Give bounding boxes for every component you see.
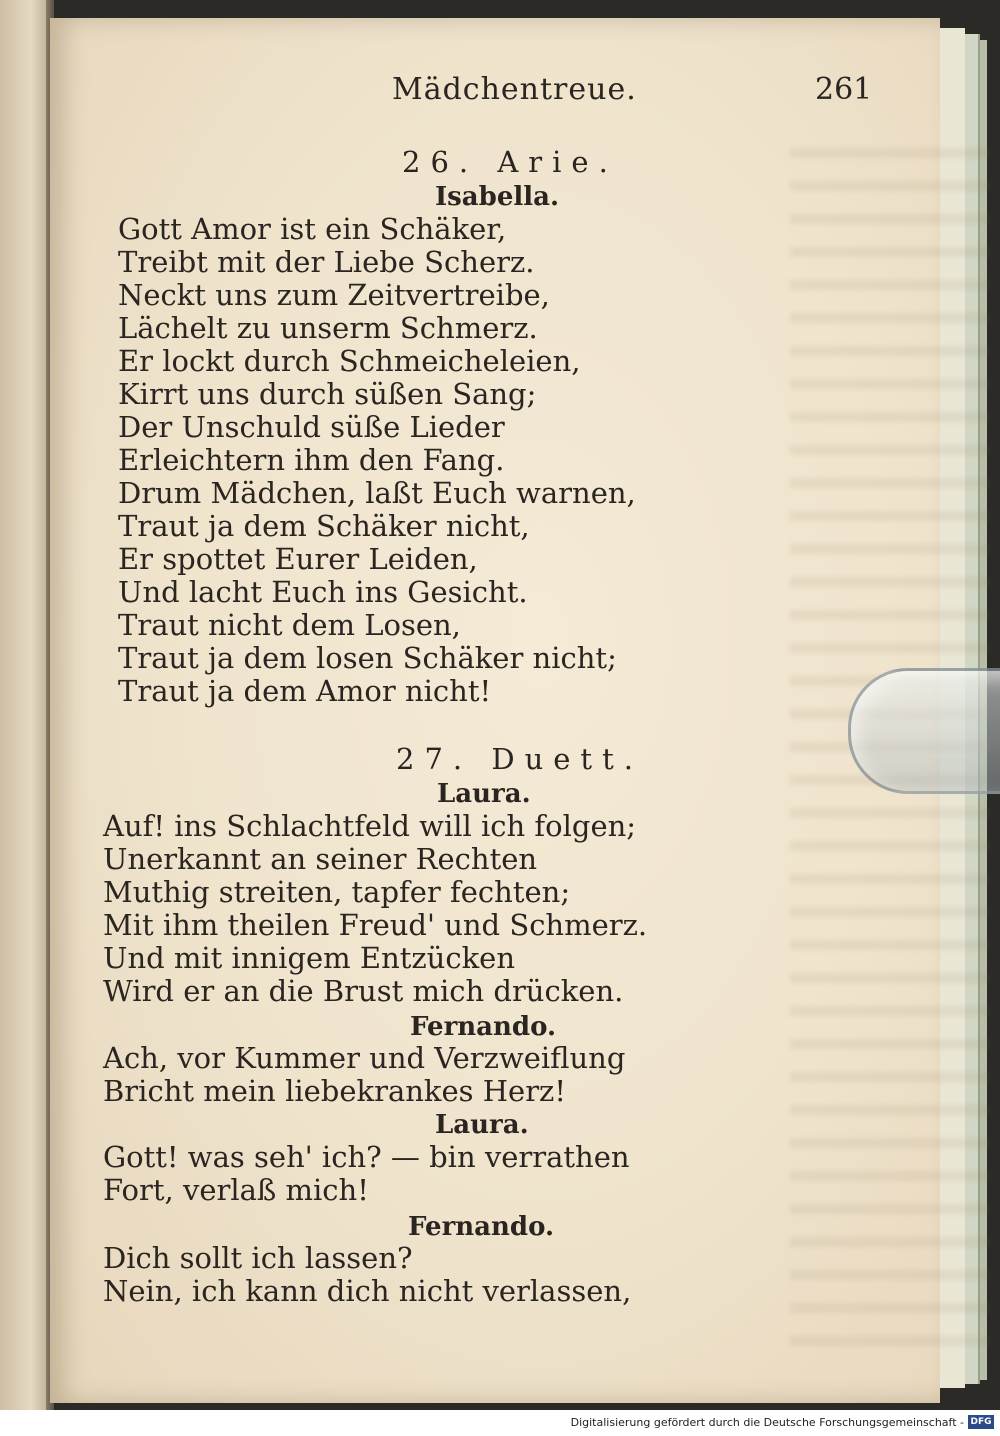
section-heading: 27. Duett. [396,742,643,776]
verse-line: Ach, vor Kummer und Verzweiflung [103,1041,626,1075]
speaker-name: Laura. [437,779,531,809]
section-heading: 26. Arie. [402,145,618,179]
verse-line: Dich sollt ich lassen? [103,1241,413,1275]
verse-line: Traut ja dem Amor nicht! [118,674,492,708]
verse-line: Er lockt durch Schmeicheleien, [118,344,581,378]
verse-line: Traut nicht dem Losen, [118,608,461,642]
verse-line: Gott! was seh' ich? — bin verrathen [103,1140,630,1174]
speaker-name: Laura. [435,1110,529,1140]
verse-line: Fort, verlaß mich! [103,1173,369,1207]
verse-line: Und mit innigem Entzücken [103,941,516,975]
verse-line: Traut ja dem Schäker nicht, [118,509,530,543]
verse-line: Nein, ich kann dich nicht verlassen, [103,1274,632,1308]
verse-line: Und lacht Euch ins Gesicht. [118,575,528,609]
digitization-footer [0,1410,1000,1436]
verse-line: Wird er an die Brust mich drücken. [103,974,624,1008]
speaker-name: Isabella. [435,182,560,212]
verse-line: Der Unschuld süße Lieder [118,410,505,444]
verse-line: Bricht mein liebekrankes Herz! [103,1074,566,1108]
verse-line: Treibt mit der Liebe Scherz. [118,245,535,279]
dfg-logo: DFG [968,1415,994,1429]
glass-page-weight [848,668,1000,794]
previous-page-edge [0,0,52,1410]
verse-line: Auf! ins Schlachtfeld will ich folgen; [103,809,637,843]
page-number: 261 [815,72,873,107]
verse-line: Lächelt zu unserm Schmerz. [118,311,538,345]
funding-notice: Digitalisierung gefördert durch die Deutsche Forschungsgemeinschaft - [570,1416,964,1429]
verse-line: Mit ihm theilen Freud' und Schmerz. [103,908,648,942]
verse-line: Drum Mädchen, laßt Euch warnen, [118,476,636,510]
verse-line: Unerkannt an seiner Rechten [103,842,538,876]
verse-line: Gott Amor ist ein Schäker, [118,212,507,246]
verse-line: Erleichtern ihm den Fang. [118,443,505,477]
verse-line: Muthig streiten, tapfer fechten; [103,875,571,909]
verse-line: Traut ja dem losen Schäker nicht; [118,641,617,675]
verse-line: Kirrt uns durch süßen Sang; [118,377,537,411]
running-head: Mädchentreue. [392,72,637,107]
verse-line: Er spottet Eurer Leiden, [118,542,478,576]
speaker-name: Fernando. [410,1012,557,1042]
speaker-name: Fernando. [408,1212,555,1242]
verse-line: Neckt uns zum Zeitvertreibe, [118,278,550,312]
